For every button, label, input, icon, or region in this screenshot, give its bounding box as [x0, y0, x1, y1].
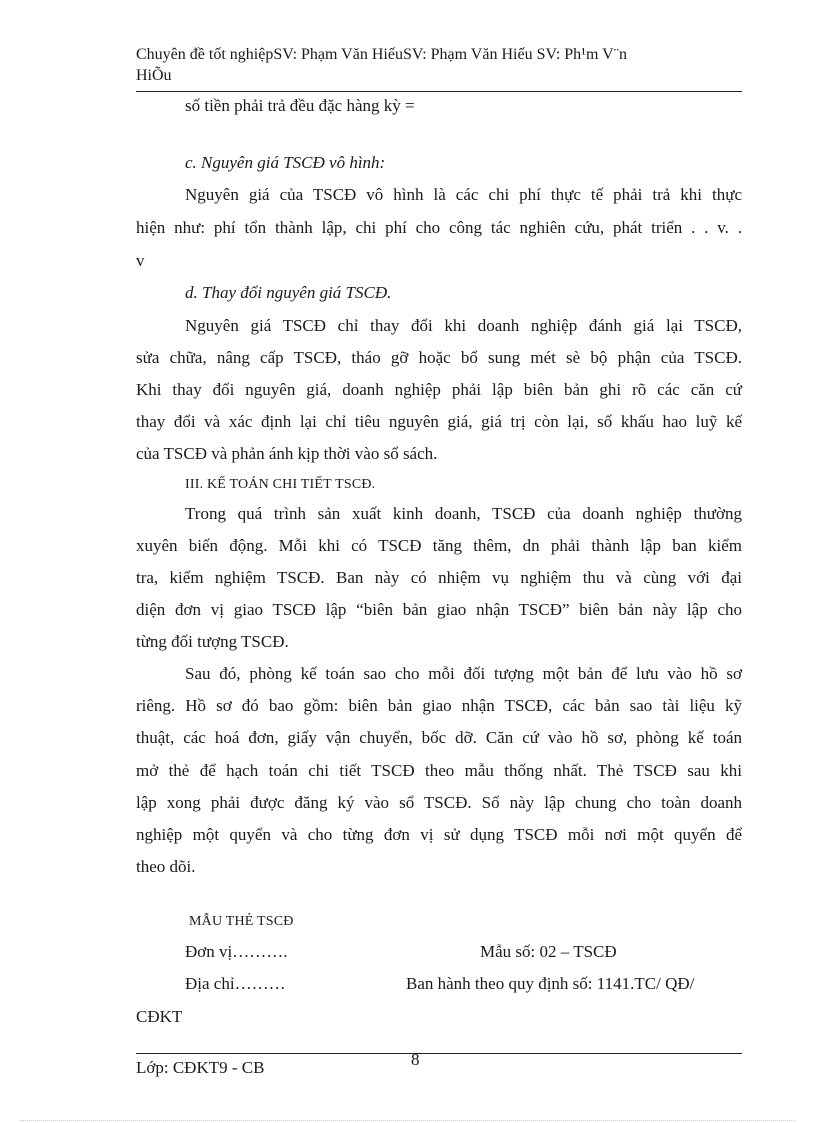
- footer-class-label: Lớp: CĐKT9 - CB: [136, 1058, 265, 1077]
- paragraph-line: số tiền phải trả đều đặc hàng kỳ =: [185, 96, 415, 115]
- header-line-2: HiÕu: [136, 67, 172, 84]
- paragraph-line: Nguyên giá TSCĐ chỉ thay đổi khi doanh nghiệp đánh giá lại TSCĐ,: [185, 316, 742, 335]
- form-issued-by-cont: CĐKT: [136, 1007, 183, 1026]
- page-bottom-border: [20, 1120, 796, 1121]
- paragraph-line: riêng. Hồ sơ đó bao gồm: biên bản giao nhận TSCĐ, các bản sao tài liệu kỹ: [136, 696, 742, 715]
- paragraph-line: tra, kiểm nghiệm TSCĐ. Ban này có nhiệm vụ nghiệm thu và cùng với đại: [136, 568, 742, 587]
- paragraph-line: lập xong phải được đăng ký vào sổ TSCĐ. Sổ này lập chung cho toàn doanh: [136, 793, 742, 812]
- form-unit-label: Đơn vị……….: [185, 942, 288, 961]
- paragraph-line: hiện như: phí tổn thành lập, chi phí cho công tác nghiên cứu, phát triển . . v. .: [136, 218, 742, 237]
- page-number: 8: [411, 1050, 420, 1069]
- paragraph-line: diện đơn vị giao TSCĐ lập “biên bản giao nhận TSCĐ” biên bản này lập cho: [136, 600, 742, 619]
- paragraph-line: sửa chữa, nâng cấp TSCĐ, tháo gỡ hoặc bổ sung mét sè bộ phận của TSCĐ.: [136, 348, 742, 367]
- paragraph-line: Trong quá trình sản xuất kinh doanh, TSCĐ của doanh nghiệp thường: [185, 504, 742, 523]
- paragraph-line: Sau đó, phòng kế toán sao cho mỗi đối tượng một bản để lưu vào hồ sơ: [185, 664, 742, 683]
- paragraph-line: theo dõi.: [136, 857, 196, 876]
- section-heading-d: d. Thay đổi nguyên giá TSCĐ.: [185, 283, 392, 302]
- footer-divider: [136, 1053, 742, 1054]
- paragraph-line: v: [136, 251, 145, 270]
- paragraph-line: từng đối tượng TSCĐ.: [136, 632, 289, 651]
- form-issued-by: Ban hành theo quy định số: 1141.TC/ QĐ/: [406, 974, 695, 993]
- header-line-1: Chuyên đề tốt nghiệpSV: Phạm Văn HiếuSV: Phạm Văn Hiếu SV: Ph¹m V¨n: [136, 46, 628, 63]
- paragraph-line: thuật, các hoá đơn, giấy vận chuyển, bốc dỡ. Căn cứ vào hồ sơ, phòng kế toán: [136, 728, 742, 747]
- paragraph-line: xuyên biến động. Mỗi khi có TSCĐ tăng thêm, dn phải thành lập ban kiểm: [136, 536, 742, 555]
- paragraph-line: Nguyên giá của TSCĐ vô hình là các chi phí thực tế phải trả khi thực: [185, 185, 742, 204]
- page-header: [136, 44, 742, 86]
- paragraph-line: nghiệp một quyển và cho từng đơn vị sử dụng TSCĐ mỗi nơi một quyển để: [136, 825, 742, 844]
- form-title: MẪU THẺ TSCĐ: [189, 914, 294, 929]
- paragraph-line: thay đổi và xác định lại chỉ tiêu nguyên giá, giá trị còn lại, số khấu hao luỹ kế: [136, 412, 742, 431]
- section-heading-c: c. Nguyên giá TSCĐ vô hình:: [185, 153, 386, 172]
- paragraph-line: của TSCĐ và phản ánh kịp thời vào sổ sách.: [136, 444, 438, 463]
- header-divider: [136, 91, 742, 92]
- paragraph-line: mở thẻ để hạch toán chi tiết TSCĐ theo mẫu thống nhất. Thẻ TSCĐ sau khi: [136, 761, 742, 780]
- form-number: Mẫu số: 02 – TSCĐ: [480, 942, 617, 961]
- section-heading-iii: III. KẾ TOÁN CHI TIẾT TSCĐ.: [185, 477, 376, 492]
- form-address-label: Địa chỉ………: [185, 974, 286, 993]
- paragraph-line: Khi thay đổi nguyên giá, doanh nghiệp phải lập biên bản ghi rõ các căn cứ: [136, 380, 742, 399]
